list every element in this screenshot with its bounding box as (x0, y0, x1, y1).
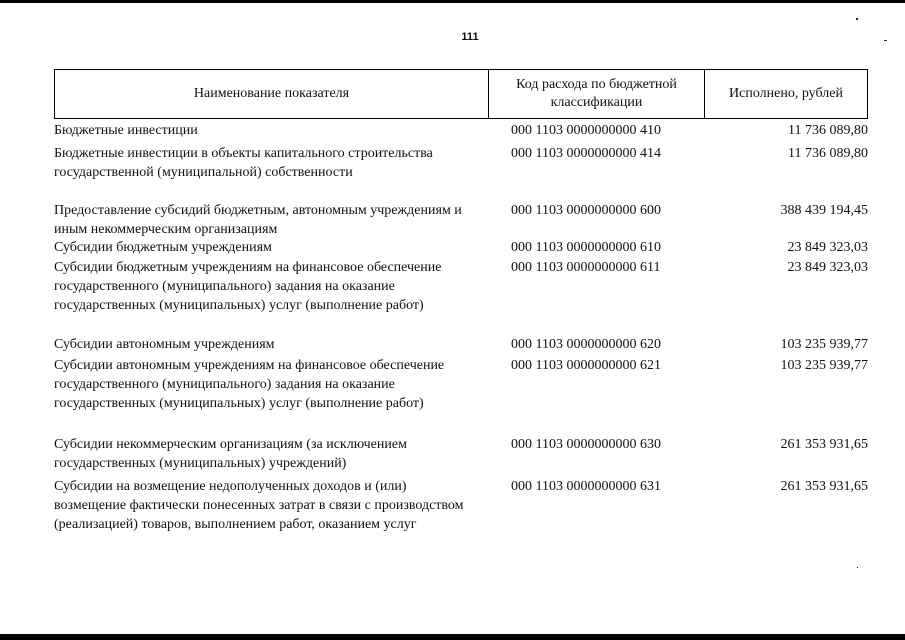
row-code: 000 1103 0000000000 414 (511, 146, 661, 161)
row-amount: 388 439 194,45 (780, 203, 868, 218)
row-name: Предоставление субсидий бюджетным, автономным учреждениям и иным некоммерческим организациям (54, 203, 462, 237)
row-name: Бюджетные инвестиции в объекты капитального строительства государственной (муниципальной) собственности (54, 146, 433, 180)
row-name: Субсидии на возмещение недополученных доходов и (или) возмещение фактически понесенных затрат в связи с производством (реализацией) товаров, выполнением работ, оказанием услуг (54, 479, 464, 532)
row-code: 000 1103 0000000000 600 (511, 203, 661, 218)
table-row (54, 258, 868, 315)
row-code: 000 1103 0000000000 611 (511, 260, 661, 275)
row-name: Субсидии бюджетным учреждениям на финансовое обеспечение государственного (муниципального) задания на оказание государственных (муниципальных) услуг (выполнение работ) (54, 260, 442, 313)
scan-speck (884, 40, 887, 41)
table-row (54, 121, 868, 140)
header-name: Наименование показателя (55, 70, 489, 118)
table-row (54, 144, 868, 182)
row-amount: 261 353 931,65 (780, 437, 868, 452)
row-amount: 11 736 089,80 (788, 146, 868, 161)
table-row (54, 435, 868, 473)
scan-speck (857, 567, 858, 568)
row-name: Бюджетные инвестиции (54, 123, 198, 138)
scan-bottom-edge (0, 634, 905, 640)
row-amount: 103 235 939,77 (780, 337, 868, 352)
table-row (54, 201, 868, 239)
row-code: 000 1103 0000000000 621 (511, 358, 661, 373)
row-name: Субсидии некоммерческим организациям (за исключением государственных (муниципальных) учреждений) (54, 437, 407, 471)
row-name: Субсидии автономным учреждениям на финансовое обеспечение государственного (муниципального) задания на оказание государственных (муниципальных) услуг (выполнение работ) (54, 358, 445, 411)
table-row (54, 238, 868, 257)
header-amount: Исполнено, рублей (729, 86, 843, 101)
scan-top-edge (0, 0, 905, 3)
row-name: Субсидии автономным учреждениям (54, 337, 275, 352)
scan-speck (856, 18, 858, 20)
row-code: 000 1103 0000000000 631 (511, 479, 661, 494)
row-amount: 23 849 323,03 (787, 260, 868, 275)
row-amount: 23 849 323,03 (787, 240, 868, 255)
page-number: 111 (461, 31, 479, 43)
row-code: 000 1103 0000000000 620 (511, 337, 661, 352)
row-amount: 103 235 939,77 (780, 358, 868, 373)
row-name: Субсидии бюджетным учреждениям (54, 240, 272, 255)
row-code: 000 1103 0000000000 610 (511, 240, 661, 255)
table-header (54, 69, 868, 119)
table-row (54, 477, 868, 534)
row-code: 000 1103 0000000000 630 (511, 437, 661, 452)
row-amount: 261 353 931,65 (780, 479, 868, 494)
row-amount: 11 736 089,80 (788, 123, 868, 138)
table-row (54, 335, 868, 354)
row-code: 000 1103 0000000000 410 (511, 123, 661, 138)
table-row (54, 356, 868, 413)
header-code: Код расхода по бюджетной классификации (489, 70, 705, 118)
